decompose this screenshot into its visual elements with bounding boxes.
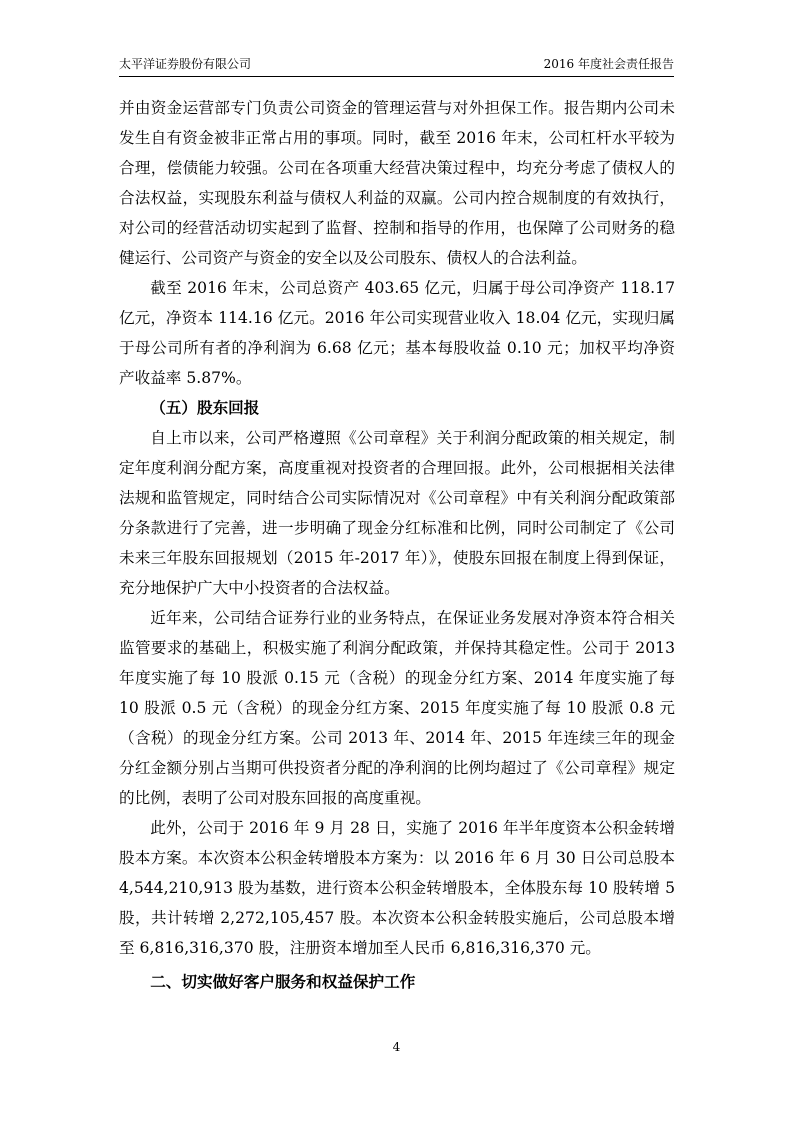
- paragraph-financials: 截至 2016 年末，公司总资产 403.65 亿元，归属于母公司净资产 118.17 亿元，净资本 114.16 亿元。2016 年公司实现营业收入 18.04 亿元，实现归属于母公司所有者的净利润为 6.68 亿元；基本每股收益 0.10 元；加权平均净资产收益率 5.87%。: [119, 279, 675, 387]
- paragraph-continuation: 并由资金运营部专门负责公司资金的管理运营与对外担保工作。报告期内公司未发生自有资金被非正常占用的事项。同时，截至 2016 年末，公司杠杆水平较为合理，偿债能力较强。公司在各项重大经营决策过程中，均充分考虑了债权人的合法权益，实现股东利益与债权人利益的双赢。公司内控合规制度的有效执行，对公司的经营活动切实起到了监督、控制和指导的作用，也保障了公司财务的稳健运行、公司资产与资金的安全以及公司股东、债权人的合法利益。: [119, 99, 675, 267]
- section-heading-shareholder-returns: （五）股东回报: [150, 398, 260, 417]
- header-report-title: 2016 年度社会责任报告: [543, 57, 674, 71]
- page-header: [119, 54, 674, 77]
- paragraph-cash-dividends: 近年来，公司结合证券行业的业务特点，在保证业务发展对净资本符合相关监管要求的基础上，积极实施了利润分配政策，并保持其稳定性。公司于 2013 年度实施了每 10 股派 0.15 元（含税）的现金分红方案、2014 年度实施了每 10 股派 0.5 元（含税）的现金分红方案、2015 年度实施了每 10 股派 0.8 元（含税）的现金分红方案。公司 2013 年、2014 年、2015 年连续三年的现金分红金额分别占当期可供投资者分配的净利润的比例均超过了《公司章程》规定的比例，表明了公司对股东回报的高度重视。: [119, 609, 675, 807]
- document-body: [119, 93, 675, 997]
- paragraph-dividend-policy: 自上市以来，公司严格遵照《公司章程》关于利润分配政策的相关规定，制定年度利润分配方案，高度重视对投资者的合理回报。此外，公司根据相关法律法规和监管规定，同时结合公司实际情况对《公司章程》中有关利润分配政策部 分条款进行了完善，进一步明确了现金分红标准和比例，同时公司制定了《公司未来三年股东回报规划（2015 年-2017 年）》，使股东回报在制度上得到保证，充分地保护广大中小投资者的合法权益。: [119, 429, 675, 597]
- paragraph-capital-reserve: 此外，公司于 2016 年 9 月 28 日，实施了 2016 年半年度资本公积金转增股本方案。本次资本公积金转增股本方案为：以 2016 年 6 月 30 日公司总股本 4,544,210,913 股为基数，进行资本公积金转增股本，全体股东每 10 股转增 5 股，共计转增 2,272,105,457 股。本次资本公积金转股实施后，公司总股本增至 6,816,316,370 股，注册资本增加至人民币 6,816,316,370 元。: [119, 819, 675, 957]
- section-heading-customer-service: 二、切实做好客户服务和权益保护工作: [150, 972, 416, 991]
- header-company: 太平洋证券股份有限公司: [119, 57, 252, 71]
- page-number: 4: [392, 1040, 401, 1054]
